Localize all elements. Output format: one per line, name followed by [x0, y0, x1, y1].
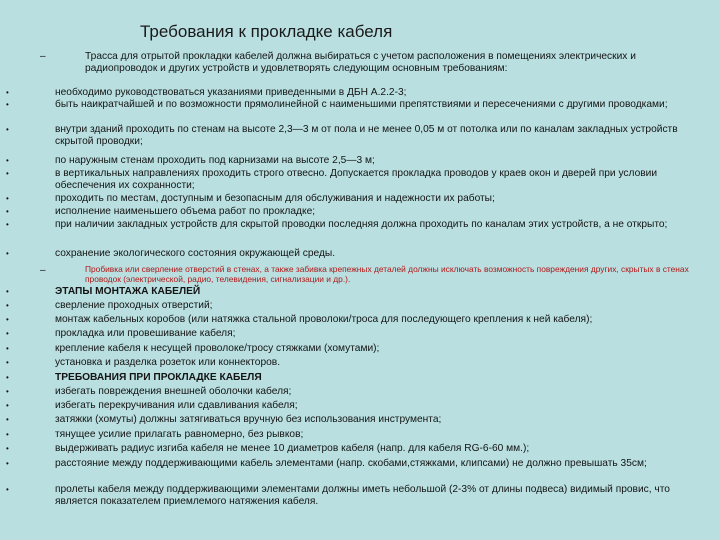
- bullet-marker: •: [6, 344, 9, 353]
- dash-marker: –: [40, 265, 46, 276]
- list-item-text: проходить по местам, доступным и безопасным для обслуживания и надежности их работы;: [55, 193, 495, 204]
- list-item-text: внутри зданий проходить по стенам на высоте 2,3—3 м от пола и не менее 0,05 м от потолка или по каналам закладных устройств скрытой проводки;: [55, 124, 678, 148]
- bullet-marker: •: [6, 387, 9, 396]
- bullet-marker: •: [6, 220, 9, 229]
- list-item-text: тянущее усилие прилагать равномерно, без рывков;: [55, 429, 304, 440]
- list-item-text: расстояние между поддерживающими кабель элементами (напр. скобами,стяжками, клипсами) не должно превышать 35см;: [55, 458, 647, 469]
- list-item-text: крепление кабеля к несущей проволоке/тросу стяжками (хомутами);: [55, 343, 380, 354]
- list-item-text: затяжки (хомуты) должны затягиваться вручную без использования инструмента;: [55, 414, 442, 425]
- section-heading: ТРЕБОВАНИЯ ПРИ ПРОКЛАДКЕ КАБЕЛЯ: [55, 372, 262, 383]
- list-item-text: сверление проходных отверстий;: [55, 300, 213, 311]
- list-item-text: в вертикальных направлениях проходить строго отвесно. Допускается прокладка проводов у краев окон и дверей при условии обеспечения их сохранности;: [55, 168, 658, 192]
- bullet-marker: •: [6, 329, 9, 338]
- bullet-marker: •: [6, 373, 9, 382]
- bullet-marker: •: [6, 207, 9, 216]
- list-item-text: исполнение наименьшего объема работ по прокладке;: [55, 206, 316, 217]
- list-item-text: прокладка или провешивание кабеля;: [55, 328, 236, 339]
- bullet-marker: •: [6, 301, 9, 310]
- bullet-marker: •: [6, 125, 9, 134]
- list-item-text: по наружным стенам проходить под карнизами на высоте 2,5—3 м;: [55, 155, 375, 166]
- bullet-marker: •: [6, 430, 9, 439]
- bullet-marker: •: [6, 100, 9, 109]
- warning-note: Пробивка или сверление отверстий в стенах, а также забивка крепежных деталей должны исключать возможность повреждения других, скрытых в стенах проводок (электрической, радио, телевидения, сигнализации и др.).: [85, 264, 689, 284]
- list-item-text: быть наикратчайшей и по возможности прямолинейной с наименьшими препятствиями и пересечениями с другими проводками;: [55, 99, 668, 110]
- bullet-marker: •: [6, 401, 9, 410]
- dash-marker: –: [40, 51, 46, 62]
- list-item-text: сохранение экологического состояния окружающей среды.: [55, 248, 336, 259]
- list-item-text: монтаж кабельных коробов (или натяжка стальной проволоки/троса для последующего крепления к ней кабеля);: [55, 314, 593, 325]
- bullet-marker: •: [6, 459, 9, 468]
- bullet-marker: •: [6, 287, 9, 296]
- bullet-marker: •: [6, 485, 9, 494]
- bullet-marker: •: [6, 249, 9, 258]
- bullet-marker: •: [6, 444, 9, 453]
- bullet-marker: •: [6, 358, 9, 367]
- list-item-text: избегать перекручивания или сдавливания кабеля;: [55, 400, 298, 411]
- list-item-text: выдерживать радиус изгиба кабеля не менее 10 диаметров кабеля (напр. для кабеля RG-6-60 мм.);: [55, 443, 530, 454]
- list-item-text: необходимо руководствоваться указаниями приведенными в ДБН А.2.2-3;: [55, 87, 407, 98]
- list-item-text: пролеты кабеля между поддерживающими элементами должны иметь небольшой (2-3% от длины подвеса) видимый провис, что является показателем приемлемого натяжения кабеля.: [55, 484, 670, 508]
- intro-text: Трасса для отрытой прокладки кабелей должна выбираться с учетом расположения в помещениях электрических и радиопроводок и других устройств и удовлетворять следующим основным требованиям:: [85, 51, 636, 75]
- bullet-marker: •: [6, 315, 9, 324]
- bullet-marker: •: [6, 88, 9, 97]
- section-heading: ЭТАПЫ МОНТАЖА КАБЕЛЕЙ: [55, 286, 201, 297]
- bullet-marker: •: [6, 194, 9, 203]
- bullet-marker: •: [6, 415, 9, 424]
- bullet-marker: •: [6, 169, 9, 178]
- bullet-marker: •: [6, 156, 9, 165]
- list-item-text: избегать повреждения внешней оболочки кабеля;: [55, 386, 292, 397]
- list-item-text: установка и разделка розеток или коннекторов.: [55, 357, 281, 368]
- slide-title: Требования к прокладке кабеля: [140, 22, 393, 41]
- list-item-text: при наличии закладных устройств для скрытой проводки последняя должна проходить по каналам этих устройств, а не открыто;: [55, 219, 668, 230]
